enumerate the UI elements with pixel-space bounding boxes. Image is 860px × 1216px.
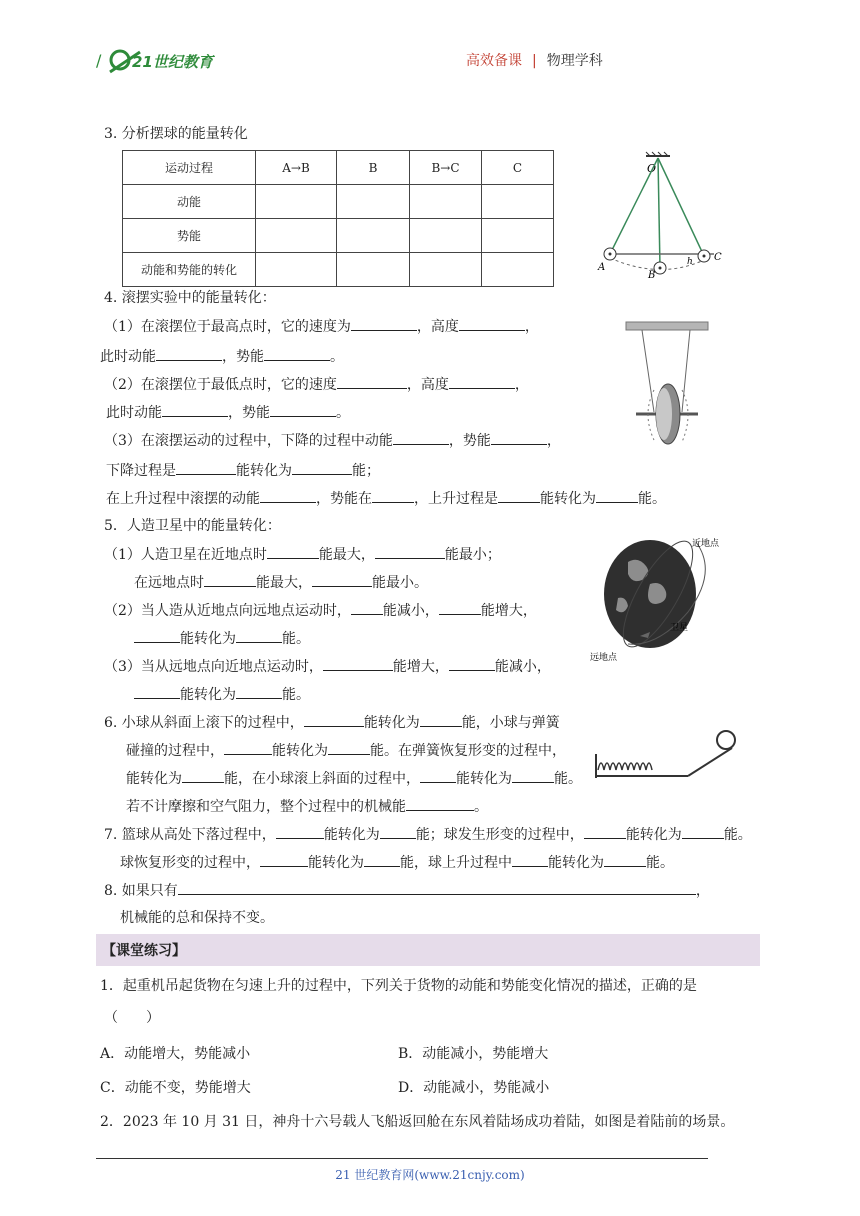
q4-line3: （2）在滚摆位于最低点时，它的速度 ，高度 ， <box>104 374 529 395</box>
option-a[interactable]: A．动能增大，势能减小 <box>100 1046 251 1062</box>
svg-text:21世纪教育: 21世纪教育 <box>132 53 213 71</box>
subject-label: 物理学科 <box>546 53 603 69</box>
svg-text:O: O <box>647 162 657 175</box>
q6-line1: 6. 小球从斜面上滚下的过程中， 能转化为 能，小球与弹簧 <box>104 712 560 733</box>
q6-line4: 若不计摩擦和空气阻力，整个过程中的机械能 。 <box>126 796 488 817</box>
svg-text:/: / <box>96 51 102 70</box>
satellite-orbit-figure <box>588 532 738 666</box>
q4-line1: （1）在滚摆位于最高点时，它的速度为 ，高度 ， <box>104 316 539 337</box>
q5-line5: （3）当从远地点向近地点运动时， 能增大， 能减小， <box>104 656 551 677</box>
svg-text:C: C <box>714 252 722 263</box>
q5-line3: （2）当人造从近地点向远地点运动时， 能减小， 能增大， <box>104 600 537 621</box>
header-tagline: 高效备课 | 物理学科 <box>466 53 603 69</box>
practice-q1-paren: （ ） <box>104 1010 160 1026</box>
pendulum-table: 运动过程 A→B B B→C C 动能 势能 动能和势能的转化 <box>122 150 554 287</box>
publisher-logo <box>96 44 226 76</box>
q7-line2: 球恢复形变的过程中， 能转化为 能，球上升过程中 能转化为 能。 <box>120 852 674 873</box>
q5-line2: 在远地点时 能最大， 能最小。 <box>134 572 428 593</box>
q3-title: 3. 分析摆球的能量转化 <box>104 126 248 142</box>
q6-line3: 能转化为 能，在小球滚上斜面的过程中， 能转化为 能。 <box>126 768 582 789</box>
svg-text:近地点: 近地点 <box>692 539 720 549</box>
q4-line7: 在上升过程中滚摆的动能 ，势能在 ，上升过程是 能转化为 能。 <box>106 488 666 509</box>
q6-line2: 碰撞的过程中， 能转化为 能。在弹簧恢复形变的过程中， <box>126 740 566 761</box>
option-c[interactable]: C．动能不变，势能增大 <box>100 1080 251 1096</box>
svg-text:卫星: 卫星 <box>670 623 689 633</box>
q4-line5: （3）在滚摆运动的过程中，下降的过程中动能 ，势能 ， <box>104 430 561 451</box>
maxwell-wheel-figure <box>624 320 710 462</box>
practice-q1-stem: 1．起重机吊起货物在匀速上升的过程中，下列关于货物的动能和势能变化情况的描述，正确的是 <box>100 978 697 994</box>
option-b[interactable]: B．动能减小，势能增大 <box>398 1046 549 1062</box>
footer-link[interactable]: 21 世纪教育网(www.21cnjy.com) <box>335 1168 525 1182</box>
q4-line4: 此时动能 ，势能 。 <box>106 402 350 423</box>
pendulum-figure <box>594 148 724 280</box>
q5-line4: 能转化为 能。 <box>134 628 310 649</box>
practice-section-header: 【课堂练习】 <box>96 934 760 966</box>
q4-title: 4. 滚摆实验中的能量转化： <box>104 290 276 306</box>
practice-q2-stem: 2．2023 年 10 月 31 日，神舟十六号载人飞船返回舱在东风着陆场成功着陆，如图是着陆前的场景。 <box>100 1114 735 1130</box>
q7-line1: 7. 篮球从高处下落过程中， 能转化为 能；球发生形变的过程中， 能转化为 能。 <box>104 824 752 845</box>
q8-line2: 机械能的总和保持不变。 <box>120 910 274 926</box>
svg-text:A: A <box>598 262 606 273</box>
footer-divider <box>96 1158 708 1159</box>
q5-title: 5．人造卫星中的能量转化： <box>104 518 281 534</box>
q5-line1: （1）人造卫星在近地点时 能最大， 能最小； <box>104 544 501 565</box>
spring-slope-figure <box>592 724 742 784</box>
q8-line1: 8. 如果只有 ， <box>104 880 710 901</box>
svg-text:h: h <box>687 257 693 267</box>
q4-line6: 下降过程是 能转化为 能； <box>106 460 380 481</box>
svg-text:B: B <box>648 270 656 280</box>
q4-line2: 此时动能 ，势能 。 <box>100 346 344 367</box>
svg-text:远地点: 远地点 <box>590 653 618 663</box>
q5-line6: 能转化为 能。 <box>134 684 310 705</box>
option-d[interactable]: D．动能减小，势能减小 <box>398 1080 550 1096</box>
